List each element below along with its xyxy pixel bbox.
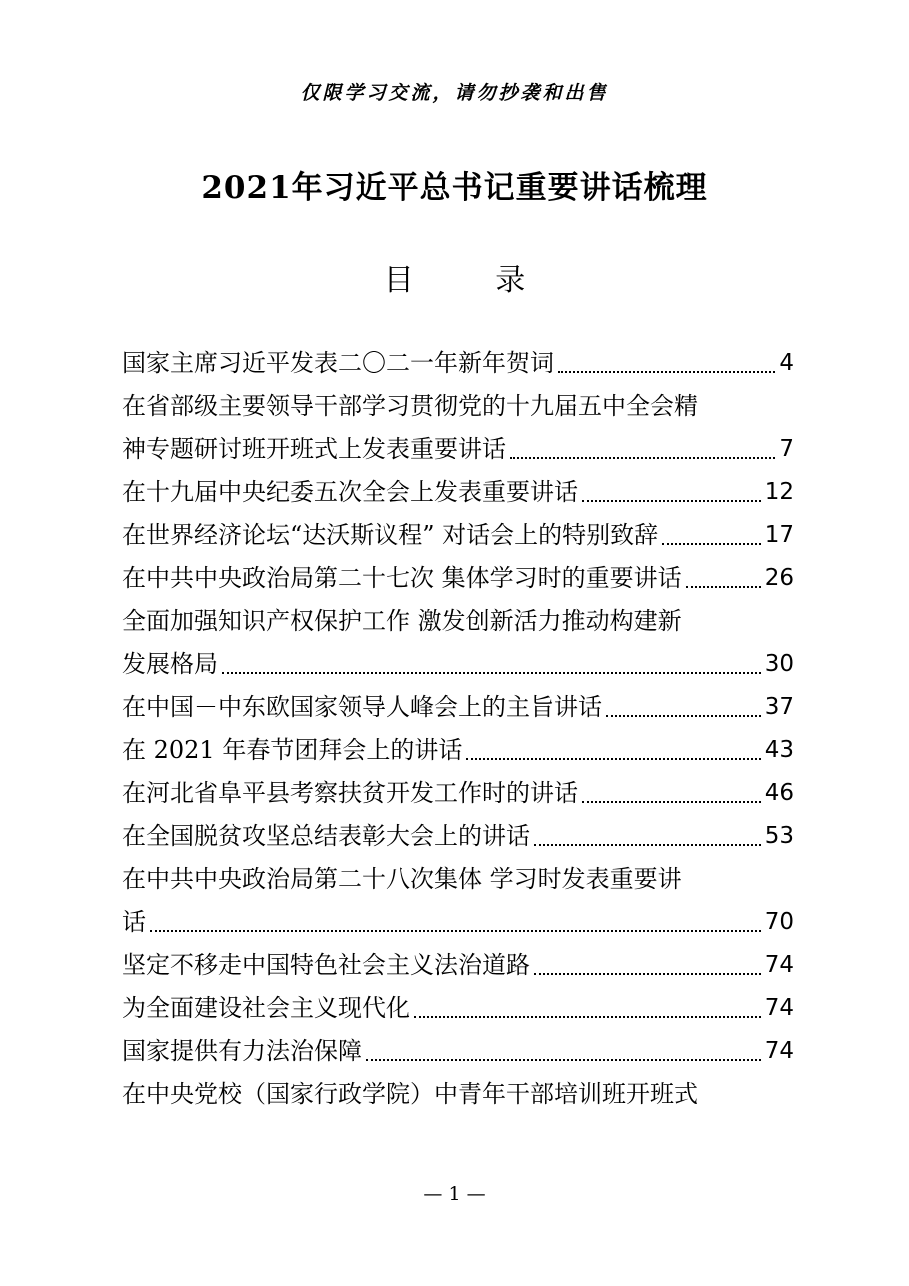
toc-entry[interactable]	[122, 815, 794, 858]
toc-entry-page: 70	[764, 909, 794, 935]
toc-entry[interactable]	[122, 987, 794, 1030]
toc-dot-leader	[366, 1059, 761, 1061]
toc-entry[interactable]	[122, 1073, 794, 1116]
toc-entry-title: 神专题研讨班开班式上发表重要讲话	[122, 435, 506, 463]
toc-entry[interactable]	[122, 514, 794, 557]
toc-dot-leader	[150, 930, 761, 932]
toc-entry-line	[122, 815, 794, 858]
toc-entry-title: 在十九届中央纪委五次全会上发表重要讲话	[122, 478, 578, 506]
toc-dot-leader	[466, 758, 760, 760]
toc-entry-line	[122, 557, 794, 600]
toc-entry-line	[122, 686, 794, 729]
toc-entry-title: 坚定不移走中国特色社会主义法治道路	[122, 951, 530, 979]
toc-entry[interactable]	[122, 772, 794, 815]
toc-entry-page: 4	[779, 350, 794, 376]
toc-entry-line	[122, 514, 794, 557]
toc-entry-line	[122, 858, 794, 901]
toc-entry-line	[122, 385, 794, 428]
toc-dot-leader	[686, 586, 761, 588]
toc-entry-page: 30	[764, 651, 794, 677]
toc-entry-line	[122, 1073, 794, 1116]
toc-entry-page: 26	[764, 565, 794, 591]
toc-entry-page: 7	[779, 436, 794, 462]
toc-dot-leader	[414, 1016, 761, 1018]
toc-dot-leader	[510, 457, 775, 459]
toc-heading: 目 录	[383, 263, 562, 298]
toc-entry-title: 话	[122, 908, 146, 936]
toc-dot-leader	[534, 973, 761, 975]
toc-entry-page: 12	[764, 479, 794, 505]
toc-entry-page: 17	[764, 522, 794, 548]
toc-entry-line	[122, 600, 794, 643]
toc-entry-page: 43	[764, 737, 794, 763]
toc-dot-leader	[534, 844, 761, 846]
toc-entry-title: 在中央党校（国家行政学院）中青年干部培训班开班式	[122, 1080, 698, 1108]
table-of-contents	[122, 342, 794, 1116]
toc-entry[interactable]	[122, 729, 794, 772]
toc-entry-title: 在河北省阜平县考察扶贫开发工作时的讲话	[122, 779, 578, 807]
toc-entry-title: 在世界经济论坛“达沃斯议程” 对话会上的特别致辞	[122, 521, 659, 549]
toc-entry-page: 74	[764, 1038, 794, 1064]
toc-entry-title: 在 2021 年春节团拜会上的讲话	[122, 736, 463, 764]
toc-entry-page: 74	[764, 995, 794, 1021]
toc-entry-title: 在全国脱贫攻坚总结表彰大会上的讲话	[122, 822, 530, 850]
toc-entry-title: 在中共中央政治局第二十七次 集体学习时的重要讲话	[122, 564, 682, 592]
toc-entry-line	[122, 772, 794, 815]
toc-dot-leader	[582, 500, 761, 502]
toc-entry[interactable]	[122, 557, 794, 600]
toc-dot-leader	[582, 801, 761, 803]
toc-entry-line	[122, 1030, 794, 1073]
toc-entry[interactable]	[122, 858, 794, 944]
page-number: — 1 —	[423, 1183, 486, 1205]
toc-dot-leader	[606, 715, 761, 717]
toc-entry-page: 74	[764, 952, 794, 978]
toc-entry-line	[122, 643, 794, 686]
toc-entry-line	[122, 944, 794, 987]
document-title: 2021年习近平总书记重要讲话梳理	[201, 170, 708, 206]
toc-entry-title: 发展格局	[122, 650, 218, 678]
toc-entry-title: 在中国－中东欧国家领导人峰会上的主旨讲话	[122, 693, 602, 721]
toc-entry-page: 37	[764, 694, 794, 720]
usage-notice: 仅限学习交流，请勿抄袭和出售	[300, 82, 609, 104]
toc-entry[interactable]	[122, 944, 794, 987]
toc-entry[interactable]	[122, 686, 794, 729]
toc-entry[interactable]	[122, 471, 794, 514]
toc-entry-line	[122, 987, 794, 1030]
toc-entry-page: 46	[764, 780, 794, 806]
toc-entry-line	[122, 471, 794, 514]
toc-entry-title: 国家主席习近平发表二〇二一年新年贺词	[122, 349, 554, 377]
toc-entry[interactable]	[122, 342, 794, 385]
toc-entry-title: 在省部级主要领导干部学习贯彻党的十九届五中全会精	[122, 392, 698, 420]
toc-entry[interactable]	[122, 385, 794, 471]
toc-entry-line	[122, 342, 794, 385]
toc-dot-leader	[222, 672, 761, 674]
toc-dot-leader	[558, 371, 775, 373]
toc-entry-line	[122, 901, 794, 944]
toc-entry[interactable]	[122, 1030, 794, 1073]
toc-entry-title: 在中共中央政治局第二十八次集体 学习时发表重要讲	[122, 865, 682, 893]
toc-entry-line	[122, 428, 794, 471]
toc-entry-line	[122, 729, 794, 772]
toc-dot-leader	[662, 543, 761, 545]
toc-entry-title: 国家提供有力法治保障	[122, 1037, 362, 1065]
toc-entry-title: 为全面建设社会主义现代化	[122, 994, 410, 1022]
toc-entry-title: 全面加强知识产权保护工作 激发创新活力推动构建新	[122, 607, 682, 635]
toc-entry[interactable]	[122, 600, 794, 686]
toc-entry-page: 53	[764, 823, 794, 849]
